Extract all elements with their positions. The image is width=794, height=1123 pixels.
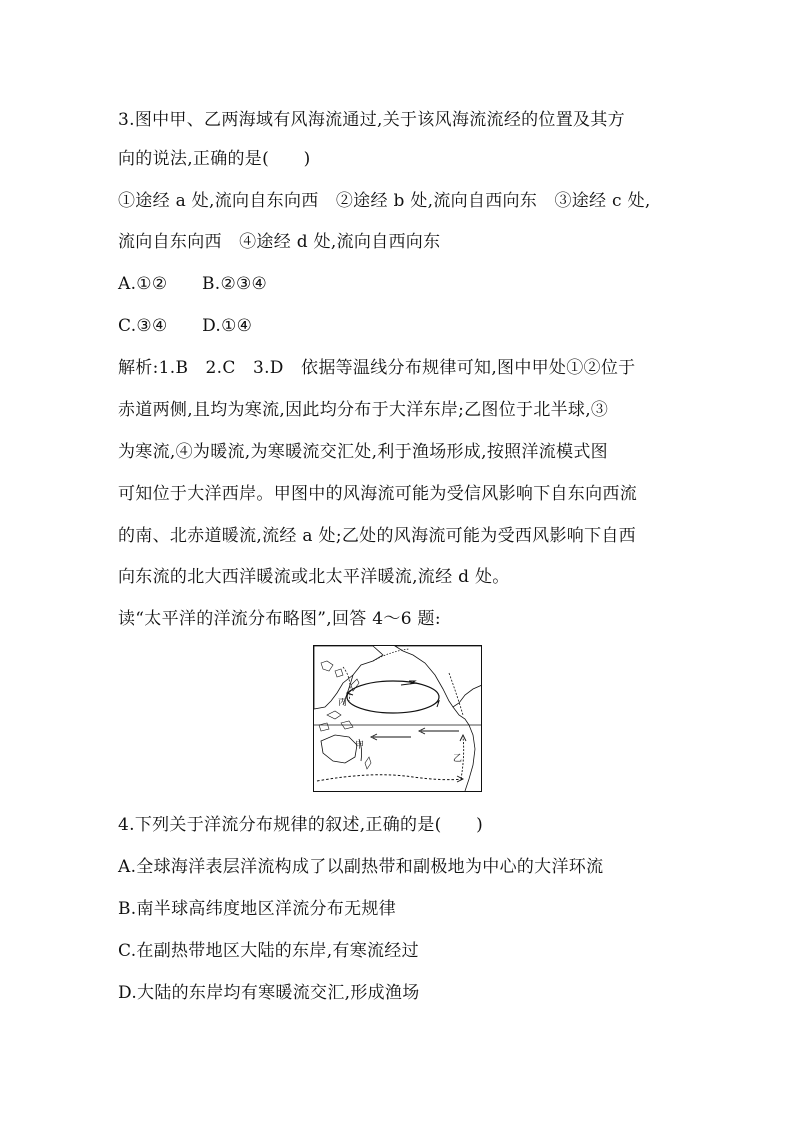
question-4-option-a: A.全球海洋表层洋流构成了以副热带和副极地为中心的大洋环流 <box>118 857 604 877</box>
label-yi: 乙 <box>453 754 463 764</box>
analysis-line-5: 的南、北赤道暖流,流经 a 处;乙处的风海流可能为受西风影响下自西 <box>118 526 636 546</box>
label-jia: 甲 <box>355 741 365 751</box>
question-3-options-line-2: C.③④ D.①④ <box>118 316 253 336</box>
question-4-option-c: C.在副热带地区大陆的东岸,有寒流经过 <box>118 941 419 961</box>
analysis-line-6: 向东流的北大西洋暖流或北太平洋暖流,流经 d 处。 <box>118 567 510 587</box>
question-3-statements-line-2: 流向自东向西 ④途经 d 处,流向自西向东 <box>118 232 441 252</box>
figure-intro: 读“太平洋的洋流分布略图”,回答 4～6 题: <box>118 609 441 629</box>
label-bing: 丙 <box>338 698 348 708</box>
question-3-statements-line-1: ①途经 a 处,流向自东向西 ②途经 b 处,流向自西向东 ③途经 c 处, <box>118 191 651 211</box>
question-4-option-d: D.大陆的东岸均有寒暖流交汇,形成渔场 <box>118 983 420 1003</box>
question-3-stem-line-1: 3.图中甲、乙两海域有风海流通过,关于该风海流流经的位置及其方 <box>118 110 625 130</box>
analysis-line-3: 为寒流,④为暖流,为寒暖流交汇处,利于渔场形成,按照洋流模式图 <box>118 442 608 462</box>
question-3-stem-line-2: 向的说法,正确的是( ) <box>118 149 311 169</box>
question-4-stem: 4.下列关于洋流分布规律的叙述,正确的是( ) <box>118 815 484 835</box>
question-3-options-line-1: A.①② B.②③④ <box>118 274 268 294</box>
analysis-line-2: 赤道两侧,且均为寒流,因此均分布于大洋东岸;乙图位于北半球,③ <box>118 400 609 420</box>
pacific-currents-map <box>313 645 482 792</box>
analysis-line-1: 解析:1.B 2.C 3.D 依据等温线分布规律可知,图中甲处①②位于 <box>118 358 636 378</box>
analysis-line-4: 可知位于大洋西岸。甲图中的风海流可能为受信风影响下自东向西流 <box>118 484 637 504</box>
question-4-option-b: B.南半球高纬度地区洋流分布无规律 <box>118 899 396 919</box>
